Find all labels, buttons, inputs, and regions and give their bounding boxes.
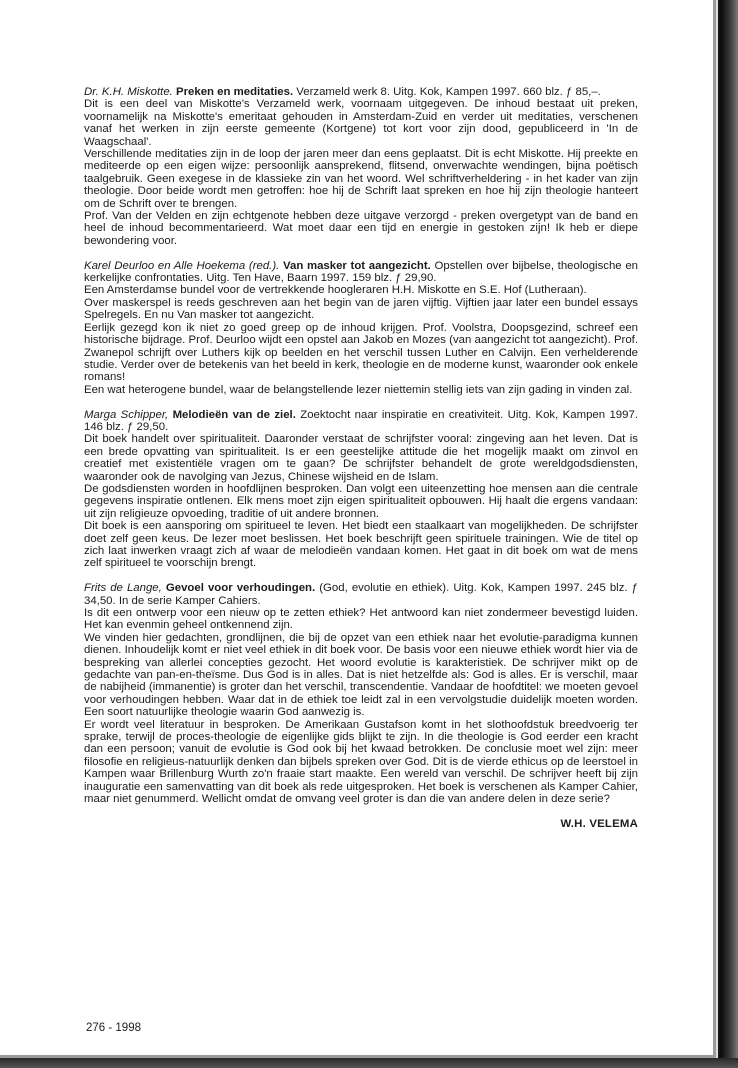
review-paragraph: Een wat heterogene bundel, waar de belangstellende lezer niettemin stellig iets van zijn gading in vinden zal.	[84, 383, 633, 396]
review-column	[84, 86, 638, 830]
review-author: Dr. K.H. Miskotte.	[84, 86, 173, 98]
review-miskotte	[84, 86, 638, 247]
review-paragraph: Er wordt veel literatuur in besproken. De Amerikaan Gustafson komt in het slothoofdstuk breedvoerig ter sprake, terwijl de proces-theologie de eigenlijke gids blijkt te zijn. In die theologie is God eerder een kracht dan een persoon; vanuit de evolutie is God ook bij het kwaad betrokken. De conclusie moet wel zijn: meer filosofie en religieus-natuurlijk denken dan bijbels spreken over God. Dit is de vierde ethicus op de leerstoel in Kampen waar Brillenburg Wurth zo'n fraaie start maakte. Een wereld van verschil. De schrijver heeft bij zijn inauguratie een samenvatting van dit boek als rede uitgesproken. Het boek is verschenen als Kamper Cahier, maar niet genummerd. Wellicht omdat de omvang veel groter is dan die van andere delen in deze serie?	[84, 718, 638, 806]
review-heading	[84, 409, 638, 434]
review-title: Van masker tot aangezicht.	[283, 259, 431, 272]
scan-edge-right	[718, 0, 738, 1068]
review-author: Karel Deurloo en Alle Hoekema (red.).	[84, 259, 280, 272]
page-number: 276 - 1998	[86, 1022, 141, 1034]
review-paragraph: Dit boek handelt over spiritualiteit. Daaronder verstaat de schrijfster vooral: zingeving aan het leven. Dat is een brede opvatting van spiritualiteit. Is er een geestelijke attitude die het mogelijk maakt om zinvol en creatief met existentiële vragen om te gaan? De schrijfster behandelt de grote wereldgodsdiensten, waaronder ook de navolging van Jezus, Chinese wijsheid en de Islam.	[84, 433, 638, 483]
review-paragraph: Over maskerspel is reeds geschreven aan het begin van de jaren vijftig. Vijftien jaar later een bundel essays Spelregels. En nu Van masker tot aangezicht.	[84, 296, 638, 322]
review-author: Frits de Lange,	[84, 582, 162, 595]
review-paragraph: Dit is een deel van Miskotte's Verzameld werk, voornaam uitgegeven. De inhoud bestaat uit preken, voornamelijk na Miskotte's emeritaat gehouden in Amsterdam-Zuid en verder uit meditaties, verschenen vanaf het werken in zijn eerste gemeente (Kortgene) tot kort voor zijn dood, gepubliceerd in 'In de Waagschaal'.	[84, 98, 638, 148]
review-paragraph: Verschillende meditaties zijn in de loop der jaren meer dan eens geplaatst. Dit is echt Miskotte. Hij preekte en mediteerde op een eigen wijze: persoonlijk aansprekend, flitsend, onverwachte wendingen, bijna poëtisch taalgebruik. Geen exegese in de klassieke zin van het woord. Wel schriftverheldering - in het kader van zijn theologie. Door beide wordt men getroffen: hoe hij de Schrift laat spreken en hoe hij zijn theologie hanteert om de Schrift over te brengen.	[84, 148, 638, 210]
review-author: Marga Schipper,	[84, 408, 169, 421]
review-heading	[84, 260, 638, 285]
review-heading	[84, 86, 638, 98]
review-paragraph: Eerlijk gezegd kon ik niet zo goed greep op de inhoud krijgen. Prof. Voolstra, Doopsgezind, schreef een historische bijdrage. Prof. Deurloo wijdt een opstel aan Jakob en Mozes (van aangezicht tot aangezicht). Prof. Zwanepol schrijft over Luthers kijk op beelden en het verschil tussen Luther en Calvijn. Een verhelderende studie. Verder over de betekenis van het beeld in kerk, theologie en de moderne kunst, waaronder ook enkele romans!	[84, 321, 638, 384]
review-details: Zoektocht naar inspiratie en creativiteit. Uitg. Kok, Kampen 1997. 146 blz. ƒ 29,50.	[84, 408, 638, 433]
review-paragraph: Is dit een ontwerp voor een nieuw op te zetten ethiek? Het antwoord kan niet zondermeer bevestigd luiden. Het kan evenmin geheel ontkennend zijn.	[84, 607, 638, 632]
review-details: (God, evolutie en ethiek). Uitg. Kok, Kampen 1997. 245 blz. ƒ 34,50. In de serie Kamper Cahiers.	[84, 582, 638, 607]
review-title: Melodieën van de ziel.	[172, 408, 296, 421]
review-title: Preken en meditaties.	[176, 86, 294, 98]
review-details: Verzameld werk 8. Uitg. Kok, Kampen 1997. 660 blz. ƒ 85,–.	[296, 86, 601, 98]
review-de-lange	[84, 582, 638, 805]
review-title: Gevoel voor verhoudingen.	[165, 582, 316, 595]
review-heading	[84, 582, 638, 607]
review-paragraph: Prof. Van der Velden en zijn echtgenote hebben deze uitgave verzorgd - preken overgetypt van de band en heel de inhoud becommentarieerd. Wat moet daar een tijd en energie in gestoken zijn! Ik heb er diepe bewondering voor.	[84, 210, 638, 247]
review-schipper	[84, 409, 638, 570]
review-paragraph: De godsdiensten worden in hoofdlijnen besproken. Dan volgt een uiteenzetting hoe mensen aan die centrale gegevens inspiratie ontlenen. Elk mens moet zijn eigen spiritualiteit opbouwen. Hij haalt die ergens vandaan: uit zijn religieuze opvoeding, traditie of uit andere bronnen.	[84, 482, 638, 520]
reviewer-signature: W.H. VELEMA	[560, 817, 638, 830]
review-paragraph: We vinden hier gedachten, grondlijnen, die bij de opzet van een ethiek naar het evolutie-paradigma kunnen dienen. Inhoudelijk komt er niet veel ethiek in dit boek voor. De basis voor een nieuwe ethiek wordt hier via de bespreking van allerlei concepties gezocht. Het woord evolutie is karakteristiek. De schrijver mikt op de gedachte van pan-en-theïsme. Dus God is in alles. Dat is niet hetzelfde als: God is alles. Er is verschil, maar de nabijheid (immanentie) is groter dan het verschil, transcendentie. Vandaar de hoofdtitel: we moeten gevoel voor verhoudingen hebben. Waar dat in de ethiek toe leidt zal in een vervolgstudie duidelijk moeten worden. Een soort natuurlijke theologie waarin God aanwezig is.	[84, 631, 638, 719]
scan-edge-bottom	[0, 1058, 738, 1068]
review-paragraph: Een Amsterdamse bundel voor de vertrekkende hoogleraren H.H. Miskotte en S.E. Hof (Lutheraan).	[84, 284, 587, 297]
review-details: Opstellen over bijbelse, theologische en kerkelijke confrontaties. Uitg. Ten Have, Baarn 1997. 159 blz. ƒ 29,90.	[84, 259, 638, 285]
review-paragraph: Dit boek is een aansporing om spiritueel te leven. Het biedt een staalkaart van mogelijkheden. De schrijfster doet zelf geen keus. De lezer moet beslissen. Het boek beschrijft geen spirituele trainingen. Wie de titel op zich laat inwerken vraagt zich af waar de melodieën vandaan komen. Het gaat in dit boek om wat de mens zelf spiritueel te voorschijn brengt.	[84, 520, 638, 570]
review-deurloo-hoekema	[84, 260, 638, 396]
